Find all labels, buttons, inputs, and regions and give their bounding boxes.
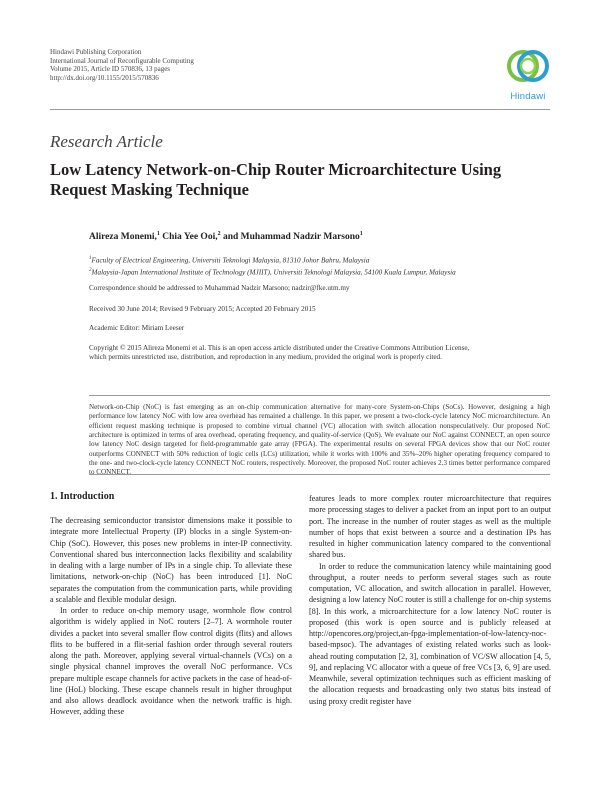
author-affiliation-mark: 1: [359, 231, 363, 237]
right-column: [309, 493, 551, 707]
doi-link[interactable]: http://dx.doi.org/10.1155/2015/570836: [50, 73, 159, 82]
correspondence: Correspondence should be addressed to Muhammad Nadzir Marsono; nadzir@fke.utm.my: [89, 284, 350, 292]
affiliation: $^1$Faculty of Electrical Engineering, Universiti Teknologi Malaysia, 81310 Johor Bahru, Malaysia: [89, 256, 370, 265]
author-affiliation-mark: 1: [156, 231, 160, 237]
abstract-divider-top: [89, 395, 550, 396]
academic-editor: Academic Editor: Miriam Leeser: [89, 324, 185, 332]
title-line: Request Masking Technique: [50, 180, 249, 199]
copyright-line: which permits unrestricted use, distribution, and reproduction in any medium, provided the original work is properly cited.: [89, 353, 442, 362]
hindawi-logo-text: Hindawi: [510, 91, 546, 102]
paper-title: [50, 160, 550, 200]
abstract-divider-bottom: [89, 474, 550, 475]
author-list: [89, 231, 363, 242]
copyright-line: Copyright © 2015 Alireza Monemi et al. This is an open access article distributed under the Creative Commons Attribution License,: [89, 344, 470, 352]
author-name: and Muhammad Nadzir Marsono: [222, 232, 360, 243]
affiliations: [89, 254, 559, 278]
paragraph: In order to reduce the communication latency while maintaining good throughput, a router needs to perform several stages such as route computation, VC allocation, and switch allocation in parallel. However, designing a low latency NoC router is still a challenge for on-chip systems [8]. In this work, a microarchitecture for a low latency NoC router is proposed (this work is open source and is publicly released at http://opencores.org/project,an-fpga-implementation-of-low-latency-noc-based-mpsoc). The advantages of existing related works such as look-ahead routing computation [2, 3], combination of VC/SW allocation [4, 5, 9], and replacing VC allocator with a queue of free VCs [3, 6, 9] are used. Meanwhile, several optimization techniques such as efficient masking of the allocation requests and broadcasting only two status bits instead of using proxy credit register have: [309, 561, 551, 706]
hindawi-logo: [502, 44, 554, 104]
copyright-notice: [89, 344, 559, 363]
affiliation: $^2$Malaysia-Japan International Institute of Technology (MJIIT), Universiti Teknologi Malaysia, 54100 Kuala Lumpur, Malaysia: [89, 267, 456, 277]
left-column: [50, 515, 292, 718]
title-line: Low Latency Network-on-Chip Router Microarchitecture Using: [50, 160, 502, 179]
publication-dates: Received 30 June 2014; Revised 9 February 2015; Accepted 20 February 2015: [89, 305, 316, 313]
publisher-name: Hindawi Publishing Corporation: [50, 48, 142, 56]
paragraph: In order to reduce on-chip memory usage, wormhole flow control algorithm is widely applied in NoC routers [2–7]. A wormhole router divides a packet into several smaller flow control digits (flits) and allows flits to be buffered in a flit-serial fashion order through several routers along the path. Moreover, applying several virtual-channels (VCs) on a single physical channel improves the overall NoC performance. VCs prepare multiple escape channels for active packets in the case of head-of-line (HoL) blocking. These escape channels result in higher throughput and also allows deadlock avoidance when the network traffic is high. However, adding these: [50, 606, 292, 717]
header-divider: [50, 109, 550, 110]
journal-name: International Journal of Reconfigurable Computing: [50, 56, 194, 65]
journal-header: [50, 48, 194, 82]
paragraph: The decreasing semiconductor transistor dimensions make it possible to integrate more Intellectual Property (IP) blocks in a single System-on-Chip (SoC). However, this poses new problems in inter-IP connectivity. Conventional shared bus interconnection lacks flexibility and scalability in dealing with a large number of IPs in a single chip. To alleviate these limitations, network-on-chip (NoC) has been introduced [1]. NoC separates the computation from the communication parts, while providing a scalable and flexible modular design.: [50, 516, 292, 604]
author-name: Alireza Monemi,: [89, 232, 157, 243]
volume-info: Volume 2015, Article ID 570836, 13 pages: [50, 65, 171, 74]
hindawi-rings-icon: [502, 44, 554, 90]
abstract: Network-on-Chip (NoC) is fast emerging as an on-chip communication alternative for many-core System-on-Chips (SoCs). However, designing a high performance low latency NoC with low area overhead has remained a challenge. In this paper, we present a two-clock-cycle latency NoC microarchitecture. An efficient request masking technique is proposed to combine virtual channel (VC) allocation with switch allocation nonspeculatively. Our proposed NoC architecture is optimized in terms of area overhead, operating frequency, and quality-of-service (QoS). We evaluate our NoC against CONNECT, an open source low latency NoC design targeted for field-programmable gate array (FPGA). The experimental results on several FPGA devices show that our NoC router outperforms CONNECT with 50% reduction of logic cells (LCs) utilization, while it works with 100% and 35%–20% higher operating frequency compared to the one- and two-clock-cycle latency CONNECT NoC routers, respectively. Moreover, the proposed NoC router achieves 2.3 times better performance compared to CONNECT.: [89, 403, 550, 477]
section-heading: 1. Introduction: [50, 491, 115, 502]
article-type: Research Article: [50, 132, 163, 151]
author-affiliation-mark: 2: [217, 231, 221, 237]
author-name: Chia Yee Ooi,: [162, 232, 218, 243]
paragraph: features leads to more complex router microarchitecture that requires more processing stages to deliver a packet from an input port to an output port. The increase in the number of router stages as well as the multiple number of hops that exist between a source and a destination IPs has resulted in higher communication latency compared to the conventional shared bus.: [309, 494, 551, 560]
